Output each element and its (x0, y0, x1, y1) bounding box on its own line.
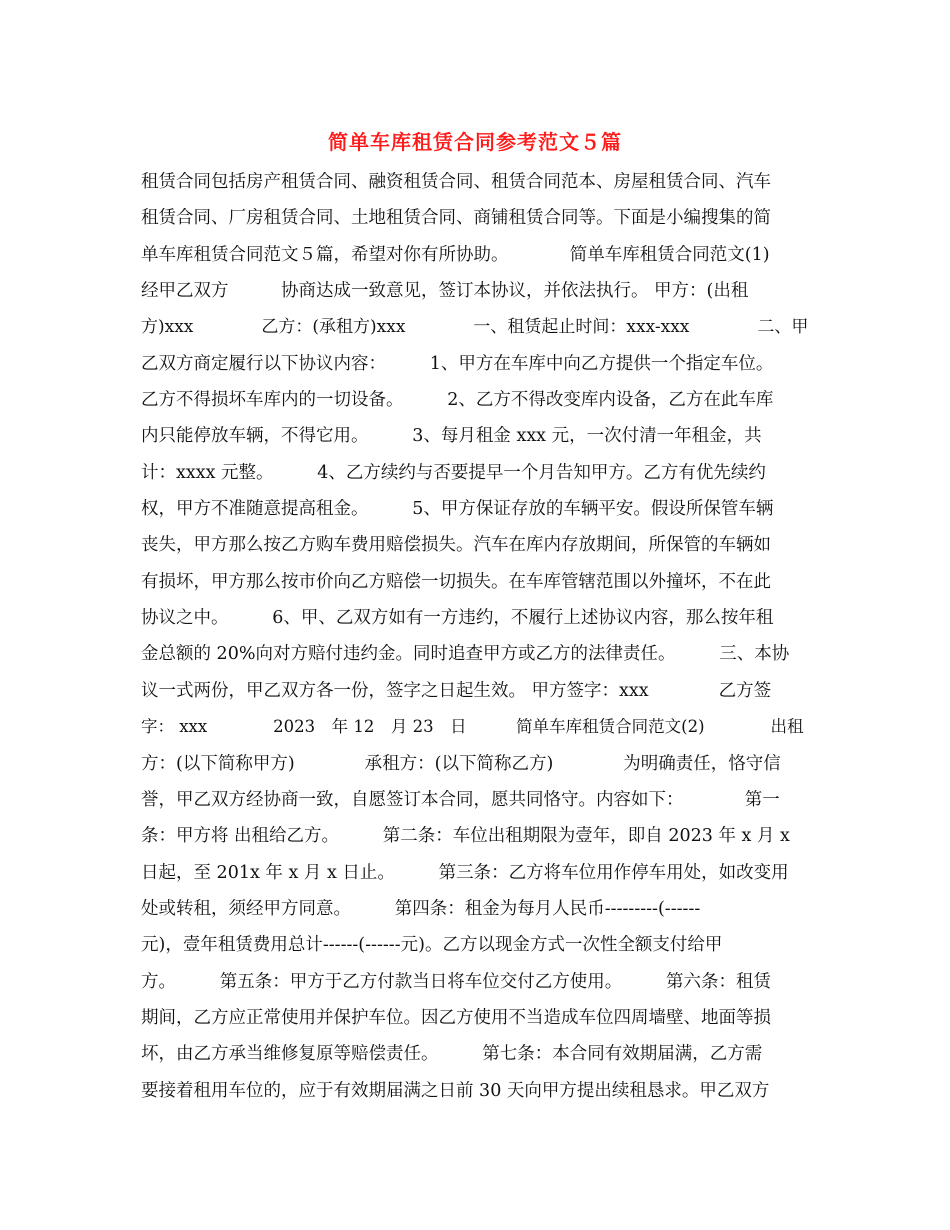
body-text-line: 方)xxx 乙方：(承租方)xxx 一、租赁起止时间：xxx-xxx 二、甲 (141, 317, 809, 338)
body-text-line: 乙方不得损坏车库内的一切设备。 2、乙方不得改变库内设备，乙方在此车库 (141, 390, 774, 411)
body-text-line: 丧失，甲方那么按乙方购车费用赔偿损失。汽车在库内存放期间，所保管的车辆如 (141, 535, 771, 556)
body-text-line: 内只能停放车辆，不得它用。 3、每月租金 xxx 元，一次付清一年租金，共 (141, 426, 762, 447)
body-text-line: 坏，由乙方承当维修复原等赔偿责任。 第七条：本合同有效期届满，乙方需 (141, 1044, 763, 1065)
body-text-line: 权，甲方不准随意提高租金。 5、甲方保证存放的车辆平安。假设所保管车辆 (141, 499, 774, 520)
body-text-line: 誉，甲乙双方经协商一致，自愿签订本合同，愿共同恪守。内容如下： 第一 (141, 789, 780, 810)
body-text-line: 要接着租用车位的，应于有效期届满之日前 30 天向甲方提出续租恳求。甲乙双方 (141, 1080, 770, 1101)
body-text-line: 方。 第五条：甲方于乙方付款当日将车位交付乙方使用。 第六条：租赁 (141, 971, 771, 992)
body-text-line: 有损坏，甲方那么按市价向乙方赔偿一切损失。在车库管辖范围以外撞坏，不在此 (141, 571, 771, 592)
body-text-line: 议一式两份，甲乙双方各一份，签字之日起生效。 甲方签字：xxx 乙方签 (141, 680, 772, 701)
body-text-line: 期间，乙方应正常使用并保护车位。因乙方使用不当造成车位四周墙壁、地面等损 (141, 1007, 771, 1028)
body-text-line: 单车库租赁合同范文５篇，希望对你有所协助。 简单车库租赁合同范文(1) (141, 244, 770, 265)
body-text-line: 计：xxxx 元整。 4、乙方续约与否要提早一个月告知甲方。乙方有优先续约 (141, 462, 766, 483)
body-text-line: 租赁合同、厂房租赁合同、土地租赁合同、商铺租赁合同等。下面是小编搜集的简 (141, 208, 771, 229)
body-text-line: 条：甲方将 出租给乙方。 第二条：车位出租期限为壹年，即自 2023 年 x 月 x (141, 826, 790, 847)
document-body (141, 164, 813, 1109)
body-text-line: 处或转租，须经甲方同意。 第四条：租金为每月人民币---------(------ (141, 898, 701, 919)
body-text-line: 协议之中。 6、甲、乙双方如有一方违约，不履行上述协议内容，那么按年租 (141, 608, 774, 629)
body-text-line: 日起，至 201x 年 x 月 x 日止。 第三条：乙方将车位用作停车用处，如改变用 (141, 862, 789, 883)
body-text-line: 元)，壹年租赁费用总计------(------元)。乙方以现金方式一次性全额支付给甲 (141, 935, 723, 956)
body-text-line: 金总额的 20%向对方赔付违约金。同时追查甲方或乙方的法律责任。 三、本协 (141, 644, 790, 665)
body-text-line: 方：(以下简称甲方) 承租方：(以下简称乙方) 为明确责任，恪守信 (141, 753, 781, 774)
document-title: 简单车库租赁合同参考范文５篇 (328, 130, 622, 154)
body-text-line: 经甲乙双方 协商达成一致意见，签订本协议，并依法执行。 甲方：(出租 (141, 281, 749, 302)
body-text-line: 租赁合同包括房产租赁合同、融资租赁合同、租赁合同范本、房屋租赁合同、汽车 (141, 172, 771, 192)
body-text-line: 乙双方商定履行以下协议内容： 1、甲方在车库中向乙方提供一个指定车位。 (141, 353, 774, 374)
body-text-line: 字： xxx 2023 年 12 月 23 日 简单车库租赁合同范文(2) 出租 (141, 717, 804, 737)
